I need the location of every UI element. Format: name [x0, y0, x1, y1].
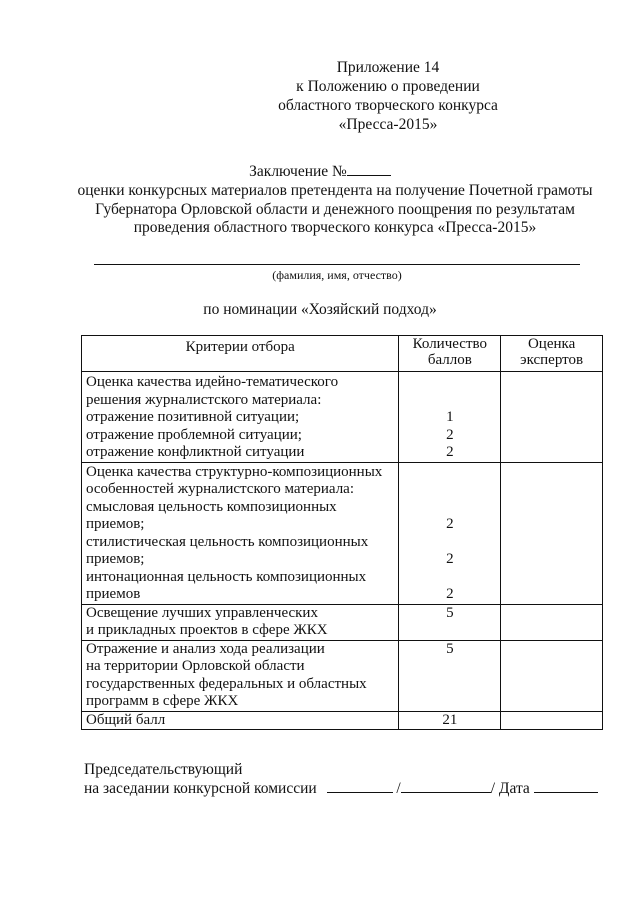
table-row: [82, 604, 603, 640]
criteria-cell: Отражение и анализ хода реализации на территории Орловской области государственных федеральных и областных программ в сфере ЖКХ: [82, 640, 399, 711]
signature-line: [84, 779, 598, 798]
full-name-blank[interactable]: [94, 264, 580, 265]
appendix-contest: областного творческого конкурса: [278, 97, 498, 114]
commission-label: на заседании конкурсной комиссии: [84, 780, 317, 797]
separator-slash: /: [396, 780, 401, 797]
appendix-number: Приложение 14: [336, 59, 440, 76]
conclusion-line-1: оценки конкурсных материалов претендента на получение Почетной грамоты: [77, 182, 593, 199]
points-cell: 2 2 2: [399, 462, 501, 604]
criteria-table: [81, 335, 603, 730]
criteria-cell: Оценка качества структурно-композиционных особенностей журналистского материала: смысловая цельность композиционных приемов; стилистическая цельность композиционных приемов; интонационная цельность композиционных приемов: [82, 462, 399, 604]
criteria-cell: Оценка качества идейно-тематического решения журналистского материала: отражение позитивной ситуации; отражение проблемной ситуации; отражение конфликтной ситуации: [82, 372, 399, 463]
appendix-reference: к Положению о проведении: [296, 78, 480, 95]
conclusion-line-2: Губернатора Орловской области и денежного поощрения по результатам: [95, 200, 575, 218]
chairman-label: Председательствующий: [84, 761, 243, 778]
expert-score-cell[interactable]: [501, 604, 603, 640]
conclusion-subtitle: [70, 182, 600, 238]
date-label: Дата: [498, 780, 530, 797]
table-row: [82, 372, 603, 463]
points-cell: 5: [399, 640, 501, 711]
signature-blank[interactable]: [327, 779, 393, 793]
name-blank[interactable]: [401, 779, 491, 793]
total-label: Общий балл: [82, 711, 399, 730]
total-row: [82, 711, 603, 730]
appendix-heading: [243, 58, 533, 134]
expert-score-header: Оценка экспертов: [501, 336, 603, 372]
nomination-label: по номинации «Хозяйский подход»: [203, 301, 437, 318]
table-row: [82, 462, 603, 604]
points-cell: 1 2 2: [399, 372, 501, 463]
separator-slash: /: [490, 780, 496, 797]
expert-score-cell[interactable]: [501, 372, 603, 463]
signature-block: [84, 760, 598, 798]
total-points: 21: [399, 711, 501, 730]
appendix-contest-name: «Пресса-2015»: [338, 116, 438, 133]
criteria-header: Критерии отбора: [82, 336, 399, 372]
conclusion-title-text: Заключение №: [249, 163, 347, 180]
total-expert-score-cell[interactable]: [501, 711, 603, 730]
points-header: Количество баллов: [399, 336, 501, 372]
expert-score-cell[interactable]: [501, 640, 603, 711]
full-name-caption: (фамилия, имя, отчество): [272, 268, 402, 282]
date-blank[interactable]: [534, 779, 598, 793]
table-header-row: [82, 336, 603, 372]
conclusion-number-blank[interactable]: [347, 163, 391, 176]
conclusion-line-3: проведения областного творческого конкурса «Пресса-2015»: [133, 219, 537, 236]
expert-score-cell[interactable]: [501, 462, 603, 604]
conclusion-title: [0, 163, 640, 181]
criteria-cell: Освещение лучших управленческих и прикладных проектов в сфере ЖКХ: [82, 604, 399, 640]
table-row: [82, 640, 603, 711]
points-cell: 5: [399, 604, 501, 640]
